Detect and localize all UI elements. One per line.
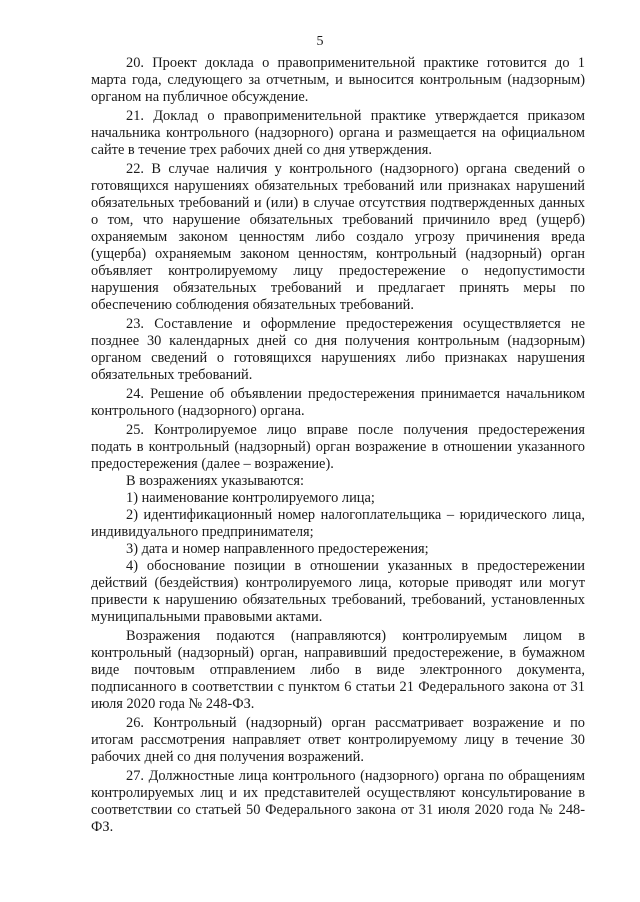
list-item-3: 3) дата и номер направленного предостережения;: [126, 541, 429, 557]
paragraph-25: 25. Контролируемое лицо вправе после получения предостережения подать в контрольный (надзорный) орган возражение в отношении указанного предостережения (далее – возражение).: [91, 422, 585, 472]
list-item-2: 2) идентификационный номер налогоплательщика – юридического лица, индивидуального предпринимателя;: [91, 507, 585, 540]
paragraph-22: 22. В случае наличия у контрольного (надзорного) органа сведений о готовящихся нарушениях обязательных требований или признаках нарушений обязательных требований и (или) в случае отсутствия подтвержденных данных о том, что нарушение обязательных требований причинило вред (ущерб) охраняемым законом ценностям либо создало угрозу причинения вреда (ущерба) охраняемым законом ценностям, контрольный (надзорный) орган объявляет контролируемому лицу предостережение о недопустимости нарушения обязательных требований и предлагает принять меры по обеспечению соблюдения обязательных требований.: [91, 161, 585, 313]
paragraph-26: 26. Контрольный (надзорный) орган рассматривает возражение и по итогам рассмотрения направляет ответ контролируемому лицу в течение 30 рабочих дней со дня получения возражений.: [91, 715, 585, 765]
list-item-1: 1) наименование контролируемого лица;: [126, 490, 375, 506]
page-number: 5: [316, 34, 324, 49]
paragraph-20: 20. Проект доклада о правоприменительной практике готовится до 1 марта года, следующего за отчетным, и выносится контрольным (надзорным) органом на публичное обсуждение.: [91, 55, 585, 105]
paragraph-24: 24. Решение об объявлении предостережения принимается начальником контрольного (надзорного) органа.: [91, 386, 585, 419]
objections-intro: В возражениях указываются:: [126, 473, 305, 489]
list-item-4: 4) обоснование позиции в отношении указанных в предостережении действий (бездействия) контролируемого лица, которые приводят или могут привести к нарушению обязательных требований, требований, установленных муниципальными правовыми актами.: [91, 558, 585, 625]
paragraph-21: 21. Доклад о правоприменительной практике утверждается приказом начальника контрольного (надзорного) органа и размещается на официальном сайте в течение трех рабочих дней со дня утверждения.: [91, 108, 585, 158]
document-body: [91, 55, 585, 836]
objections-submission: Возражения подаются (направляются) контролируемым лицом в контрольный (надзорный) орган, направивший предостережение, в бумажном виде почтовым отправлением либо в виде электронного документа, подписанного в соответствии с пунктом 6 статьи 21 Федерального закона от 31 июля 2020 года № 248-ФЗ.: [91, 628, 585, 712]
paragraph-27: 27. Должностные лица контрольного (надзорного) органа по обращениям контролируемых лиц и их представителей осуществляют консультирование в соответствии со статьей 50 Федерального закона от 31 июля 2020 года № 248-ФЗ.: [91, 768, 585, 835]
paragraph-23: 23. Составление и оформление предостережения осуществляется не позднее 30 календарных дней со дня получения контрольным (надзорным) органом сведений о готовящихся нарушениях либо признаках нарушения обязательных требований.: [91, 316, 585, 383]
